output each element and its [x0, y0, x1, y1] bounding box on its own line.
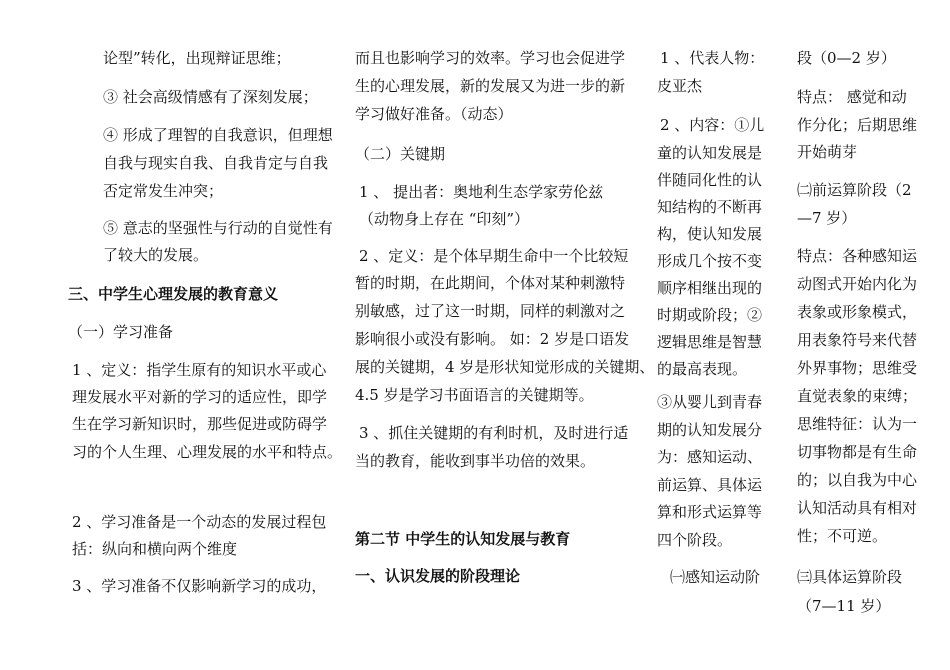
text-line: ⑤ 意志的坚强性与行动的自觉性有 — [103, 219, 333, 237]
text-line: 开始萌芽 — [797, 143, 858, 161]
text-line: 1 、 提出者：奥地利生态学家劳伦兹 — [359, 183, 604, 201]
text-line: 表象或形象模式， — [797, 303, 918, 321]
text-line: 前运算、具体运 — [657, 476, 763, 494]
text-line: 展的关键期，4 岁是形状知觉形成的关键期、 — [355, 358, 655, 376]
text-line: 而且也影响学习的效率。学习也会促进学 — [355, 49, 626, 67]
text-line: 1 、定义：指学生原有的知识水平或心 — [72, 361, 327, 379]
text-line: （7—11 岁） — [797, 597, 891, 615]
text-line: 别敏感，过了这一时期，同样的刺激对之 — [355, 302, 626, 320]
text-line: 当的教育，能收到事半功倍的效果。 — [355, 452, 596, 470]
text-line: 用表象符号来代替 — [797, 331, 918, 349]
text-line: 形成几个按不变 — [657, 252, 763, 270]
text-line: 3 、学习准备不仅影响新学习的成功， — [72, 577, 327, 595]
text-line: 为：感知运动、 — [657, 448, 763, 466]
text-line: ③ 社会高级情感有了深刻发展； — [103, 88, 318, 106]
text-line: 皮亚杰 — [657, 77, 703, 95]
text-line: 思维特征：认为一 — [797, 415, 918, 433]
text-line: 作分化；后期思维 — [797, 116, 918, 134]
section-heading: 第二节 中学生的认知发展与教育 — [355, 530, 571, 548]
text-line: 4.5 岁是学习书面语言的关键期等。 — [355, 386, 594, 404]
text-line: 理发展水平对新的学习的适应性，即学 — [72, 388, 328, 406]
text-line: 知结构的不断再 — [657, 198, 763, 216]
text-line: 直觉表象的束缚； — [797, 387, 918, 405]
text-line: 伴随同化性的认 — [657, 171, 763, 189]
text-line: 段（0—2 岁） — [797, 49, 896, 67]
text-line: 2 、学习准备是一个动态的发展过程包 — [72, 513, 327, 531]
text-line: 四个阶段。 — [657, 531, 733, 549]
text-line: 了较大的发展。 — [103, 246, 209, 264]
text-line: 的；以自我为中心 — [797, 471, 918, 489]
text-line: 特点： 感觉和动 — [797, 88, 907, 106]
subheading: （一）学习准备 — [68, 323, 174, 341]
text-line: 1 、代表人物： — [660, 49, 765, 67]
text-line: 特点：各种感知运 — [797, 247, 918, 265]
text-line: 自我与现实自我、自我肯定与自我 — [103, 154, 329, 172]
text-line: 期的认知发展分 — [657, 421, 763, 439]
text-line: 生的心理发展，新的发展又为进一步的新 — [355, 77, 626, 95]
text-line: 影响很小或没有影响。 如：2 岁是口语发 — [355, 330, 630, 348]
text-line: 性；不可逆。 — [797, 527, 888, 545]
text-line: 时期或阶段；② — [657, 306, 763, 324]
text-line: 切事物都是有生命 — [797, 443, 918, 461]
text-line: 认知活动具有相对 — [797, 499, 918, 517]
text-line: 否定常发生冲突； — [103, 182, 224, 200]
text-line: ㈢具体运算阶段 — [797, 568, 903, 586]
text-line: 2 、定义：是个体早期生命中一个比较短 — [359, 247, 629, 265]
text-line: 的最高表现。 — [657, 360, 748, 378]
text-line: 论型”转化，出现辩证思维； — [103, 49, 291, 67]
section-heading: 一、认识发展的阶段理论 — [355, 567, 521, 585]
text-line: 2 、内容：①儿 — [660, 116, 765, 134]
text-line: ④ 形成了理智的自我意识，但理想 — [103, 126, 333, 144]
text-line: ③从婴儿到青春 — [657, 393, 763, 411]
text-line: 动图式开始内化为 — [797, 275, 918, 293]
text-line: 3 、抓住关键期的有利时机，及时进行适 — [359, 424, 629, 442]
text-line: 暂的时期，在此期间，个体对某种刺激特 — [355, 274, 626, 292]
text-line: ㈡前运算阶段（2 — [797, 181, 912, 199]
subheading: （二）关键期 — [355, 145, 446, 163]
text-line: 学习做好准备。（动态） — [355, 105, 513, 123]
section-heading: 三、中学生心理发展的教育意义 — [68, 285, 279, 303]
text-line: —7 岁） — [797, 209, 857, 227]
text-line: 逻辑思维是智慧 — [657, 333, 763, 351]
text-line: 构，使认知发展 — [657, 225, 763, 243]
text-line: 生在学习新知识时，那些促进或防碍学 — [72, 415, 328, 433]
text-line: 习的个人生理、心理发展的水平和特点。 — [72, 443, 343, 461]
text-line: 括：纵向和横向两个维度 — [72, 540, 238, 558]
text-line: 外界事物；思维受 — [797, 359, 918, 377]
text-line: ㈠感知运动阶 — [670, 568, 761, 586]
text-line: 顺序相继出现的 — [657, 279, 763, 297]
text-line: 算和形式运算等 — [657, 503, 763, 521]
text-line: （动物身上存在 “印刻”） — [359, 210, 530, 228]
text-line: 童的认知发展是 — [657, 144, 763, 162]
